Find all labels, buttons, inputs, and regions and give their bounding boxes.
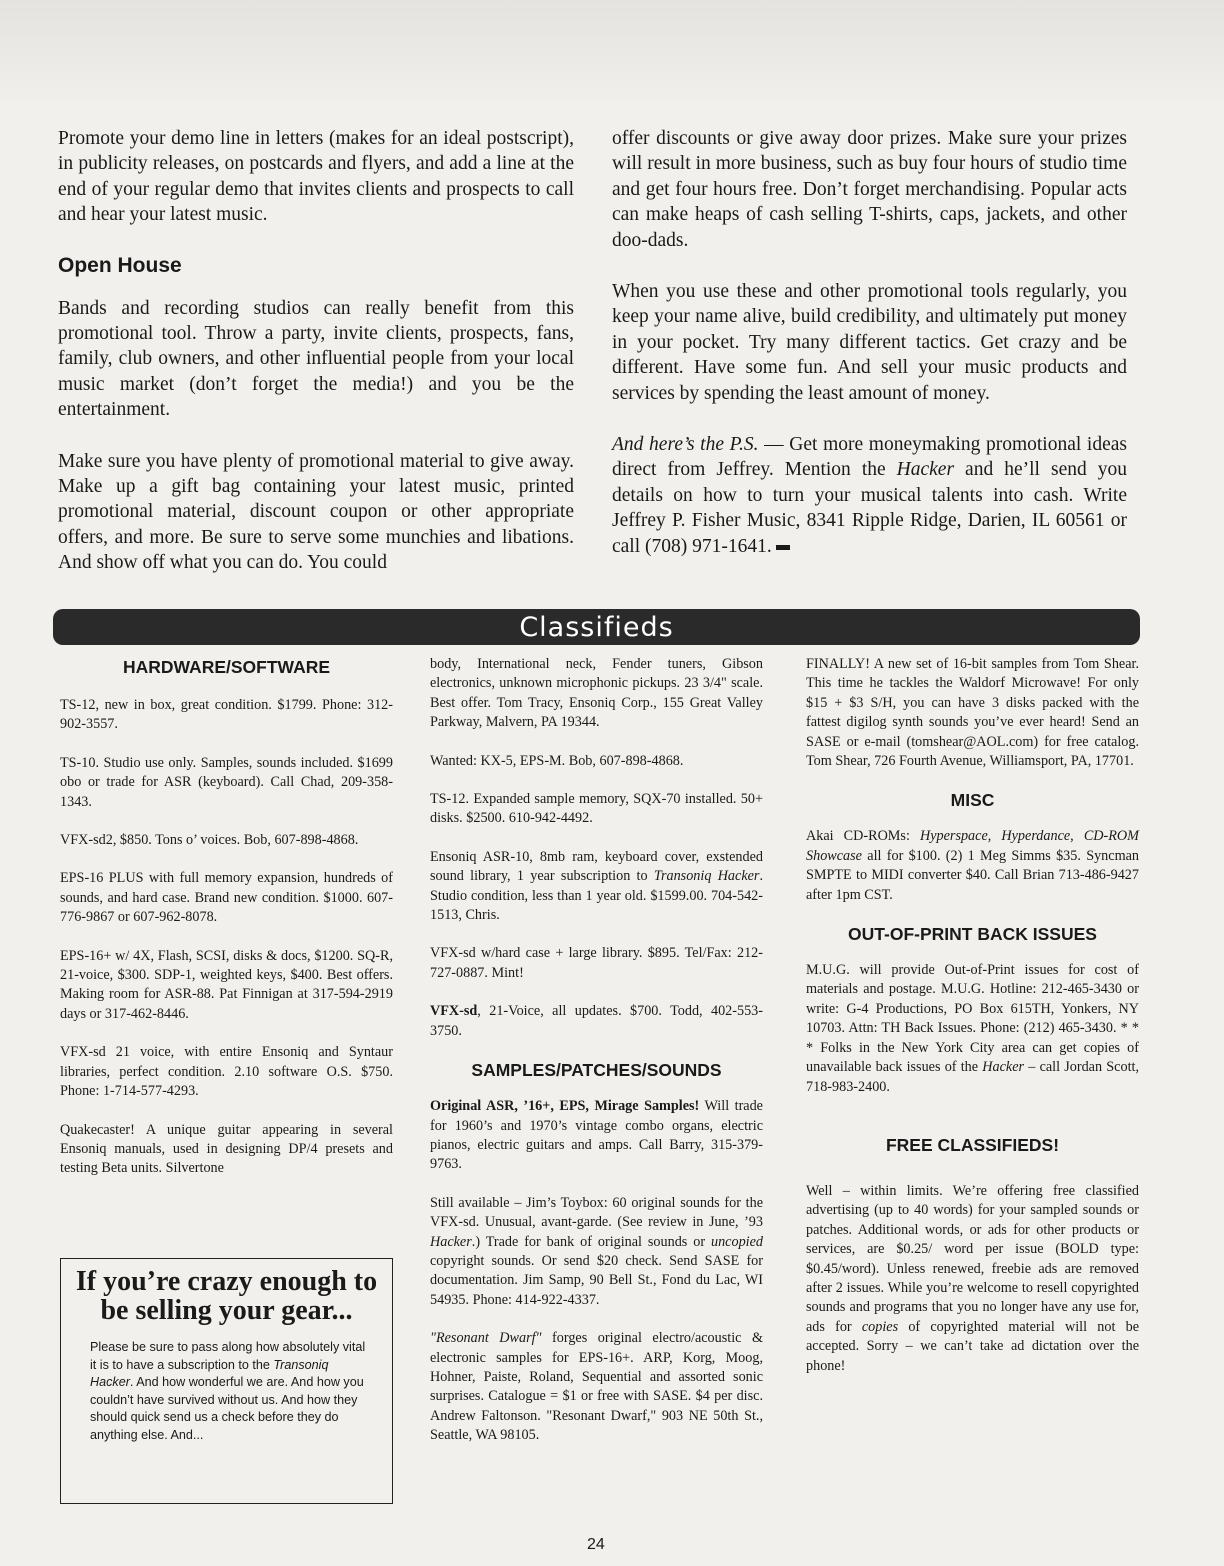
article-paragraph: Bands and recording studios can really benefit from this promotional tool. Throw a party, invite clients, prospects, fans, family, club owners, and other influential people from your local music market (don’t forget the media!) and you be the entertainment. xyxy=(58,297,574,421)
classifieds-column-1 xyxy=(60,655,393,1198)
end-mark xyxy=(776,545,790,550)
ad-item: Quakecaster! A unique guitar appearing in several Ensoniq manuals, used in designing DP/4 presets and testing Beta units. Silvertone xyxy=(60,1121,393,1177)
crazy-enough-box xyxy=(60,1258,393,1504)
ps-lead: And here’s the P.S. xyxy=(612,434,759,456)
ad-text: Still available – Jim’s Toybox: 60 original sounds for the VFX-sd. Unusual, avant-garde. (See review in June, ’93 xyxy=(430,1194,763,1231)
classifieds-column-3 xyxy=(806,655,1139,1395)
ps-text: and he’ll send you details on how to turn your musical talents into cash. Write Jeffrey P. Fisher Music, 8341 Ripple Ridge, Darien, IL 60561 or call (708) 971-1641. xyxy=(612,459,1127,557)
ad-text: Ensoniq ASR-10, 8mb ram, keyboard cover, exstended sound library, 1 year subscription to xyxy=(430,848,763,885)
ad-bold: VFX-sd xyxy=(430,1003,478,1020)
article-paragraph: Make sure you have plenty of promotional material to give away. Make up a gift bag containing your latest music, printed promotional material, discount coupon or other appropriate offers, and more. Be sure to serve some munchies and libations. And show off what you can do. You could xyxy=(58,450,574,574)
ad-item xyxy=(806,961,1139,1097)
article-left-column xyxy=(58,126,574,602)
ad-item: Wanted: KX-5, EPS-M. Bob, 607-898-4868. xyxy=(430,752,684,769)
article-right-column xyxy=(612,126,1127,585)
ad-italic: copies xyxy=(861,1318,899,1335)
ad-item xyxy=(430,1329,763,1445)
crazy-box-title: If you’re crazy enough to be selling your gear... xyxy=(75,1266,378,1326)
ad-text: Akai CD-ROMs: xyxy=(806,828,920,845)
ad-text: Well – within limits. We’re offering free classified advertising (up to 40 words) for your sampled sounds or patches. Additional words, or ads for other products or services, are $0.25/ word per issue (BOLD type: $0.45/word). Unless renewed, freebie ads are removed after 2 issues. While you’re welcome to resell copyrighted sounds and programs that you no longer have any use for, ads for xyxy=(806,1182,1139,1335)
ad-item: EPS-16 PLUS with full memory expansion, hundreds of sounds, and hard case. Brand new condition. $1000. 607-776-9867 or 607-962-8078. xyxy=(60,870,393,926)
ad-text: copyright sounds. Or send $20 check. Send SASE for documentation. Jim Samp, 90 Bell St., Fond du Lac, WI 54935. Phone: 414-922-4337. xyxy=(430,1252,763,1308)
section-heading-free-classifieds: FREE CLASSIFIEDS! xyxy=(885,1134,1060,1155)
section-heading-samples: SAMPLES/PATCHES/SOUNDS xyxy=(471,1060,722,1081)
section-heading-hardware: HARDWARE/SOFTWARE xyxy=(122,657,331,677)
ad-italic: "Resonant Dwarf" xyxy=(430,1330,542,1347)
ad-item: FINALLY! A new set of 16-bit samples from Tom Shear. This time he tackles the Waldorf Microwave! For only $15 + $3 S/H, you can have 3 disks packed with the fattest digilog synth sounds you’ve ever heard! Send an SASE or e-mail (tomshear@AOL.com) for free catalog. Tom Shear, 726 Fourth Avenue, Williamsport, PA, 17701. xyxy=(806,656,1139,770)
classifieds-column-2 xyxy=(430,655,763,1465)
ad-italic: uncopied xyxy=(710,1233,763,1250)
ad-italic: Hacker xyxy=(982,1059,1025,1076)
ad-item: TS-10. Studio use only. Samples, sounds included. $1699 obo or trade for ASR (keyboard). Call Chad, 209-358-1343. xyxy=(60,754,393,810)
ad-item: VFX-sd w/hard case + large library. $895. Tel/Fax: 212-727-0887. Mint! xyxy=(430,945,763,981)
ad-italic: Transoniq Hacker xyxy=(653,868,760,885)
ad-item: EPS-16+ w/ 4X, Flash, SCSI, disks & docs, $1200. SQ-R, 21-voice, $300. SDP-1, weighted keys, $400. Best offers. Making room for ASR-88. Pat Finnigan at 317-594-2919 days or 317-462-8446. xyxy=(60,947,393,1022)
page-number: 24 xyxy=(587,1536,605,1553)
section-heading-misc: MISC xyxy=(950,790,995,811)
ps-hacker: Hacker xyxy=(896,459,955,481)
ad-item xyxy=(806,827,1139,905)
ps-paragraph xyxy=(612,432,1127,559)
ad-item xyxy=(430,1097,763,1175)
ad-item xyxy=(430,1002,763,1041)
ad-text: , 21-Voice, all updates. $700. Todd, 402-553-3750. xyxy=(430,1003,763,1039)
ad-text: all for $100. (2) 1 Meg Simms $35. Syncman SMPTE to MIDI converter $40. Call Brian 713-486-9427 after 1pm CST. xyxy=(806,847,1139,903)
crazy-body-text: Please be sure to pass along how absolutely vital it is to have a subscription to the xyxy=(90,1340,366,1372)
ad-item: body, International neck, Fender tuners, Gibson electronics, unknown microphonic pickups. 23 3/4" scale. Best offer. Tom Tracy, Ensoniq Corp., 155 Great Valley Parkway, Malvern, PA 19344. xyxy=(430,656,763,731)
ad-item: VFX-sd2, $850. Tons o’ voices. Bob, 607-898-4868. xyxy=(60,832,359,849)
classifieds-banner xyxy=(53,609,1140,645)
ad-text: . Studio condition, less than 1 year old. $1599.00. 704-542-1513, Chris. xyxy=(430,868,763,924)
ad-item: TS-12. Expanded sample memory, SQX-70 installed. 50+ disks. $2500. 610-942-4492. xyxy=(430,791,763,827)
ad-item: TS-12, new in box, great condition. $1799. Phone: 312-902-3557. xyxy=(60,697,393,733)
ad-text: of copyrighted material will not be accepted. Sorry – we can’t take ad dictation over the phone! xyxy=(806,1318,1139,1374)
ad-text: – call Jordan Scott, 718-983-2400. xyxy=(806,1059,1140,1095)
section-heading-out-of-print: OUT-OF-PRINT BACK ISSUES xyxy=(848,924,1097,945)
scan-background xyxy=(0,0,1224,110)
open-house-heading: Open House xyxy=(58,253,182,277)
ad-item: VFX-sd 21 voice, with entire Ensoniq and Syntaur libraries, perfect condition. 2.10 software O.S. $750. Phone: 1-714-577-4293. xyxy=(60,1044,393,1100)
article-paragraph: When you use these and other promotional tools regularly, you keep your name alive, build credibility, and ultimately put money in your pocket. Try many different tactics. Get crazy and be different. Have some fun. And sell your music products and services by spending the least amount of money. xyxy=(612,281,1127,404)
ad-item xyxy=(806,1182,1139,1376)
article-paragraph: offer discounts or give away door prizes. Make sure your prizes will result in more business, such as buy four hours of studio time and get four hours free. Don’t forget merchandising. Popular acts can make heaps of cash selling T-shirts, caps, jackets, and other doo-dads. xyxy=(612,128,1127,251)
crazy-body-text: . And how wonderful we are. And how you couldn’t have survived without us. And how they should quick send us a check before they do anything else. And... xyxy=(90,1375,364,1442)
ad-item xyxy=(430,1194,763,1310)
ad-text: M.U.G. will provide Out-of-Print issues for cost of materials and postage. M.U.G. Hotline: 212-465-3430 or write: G-4 Productions, PO Box 615TH, Yonkers, NY 10703. Attn: TH Back Issues. Phone: (212) 465-3430. * * * Folks in the New York City area can get copies of unavailable back issues of the xyxy=(806,962,1139,1076)
crazy-box-body xyxy=(61,1339,392,1445)
ps-text: — Get more moneymaking promotional ideas direct from Jeffrey. Mention the xyxy=(612,434,1127,481)
ad-bold: Original ASR, ’16+, EPS, Mirage Samples! xyxy=(430,1098,700,1115)
ad-italic: Hacker xyxy=(430,1233,472,1250)
ad-item xyxy=(430,848,763,926)
ad-text: forges original electro/acoustic & electronic samples for EPS-16+. ARP, Korg, Moog, Hohner, Paiste, Roland, Sequential and assorted sonic surprises. Catalogue = $1 or free with SASE. $4 per disc. Andrew Faltonson. "Resonant Dwarf," 903 NE 50th St., Seattle, WA 98105. xyxy=(430,1330,763,1444)
classifieds-title: Classifieds xyxy=(519,611,674,643)
ad-italic: Hyperspace, Hyperdance, CD-ROM Showcase xyxy=(806,828,1139,864)
ad-text: .) Trade for bank of original sounds or xyxy=(471,1233,711,1250)
article-paragraph: Promote your demo line in letters (makes for an ideal postscript), in publicity releases, on postcards and flyers, and add a line at the end of your regular demo that invites clients and prospects to call and hear your latest music. xyxy=(58,128,574,226)
ad-text: Will trade for 1960’s and 1970’s vintage combo organs, electric pianos, electric guitars and amps. Call Barry, 315-379-9763. xyxy=(430,1098,763,1173)
crazy-body-italic: Transoniq Hacker xyxy=(90,1357,329,1390)
